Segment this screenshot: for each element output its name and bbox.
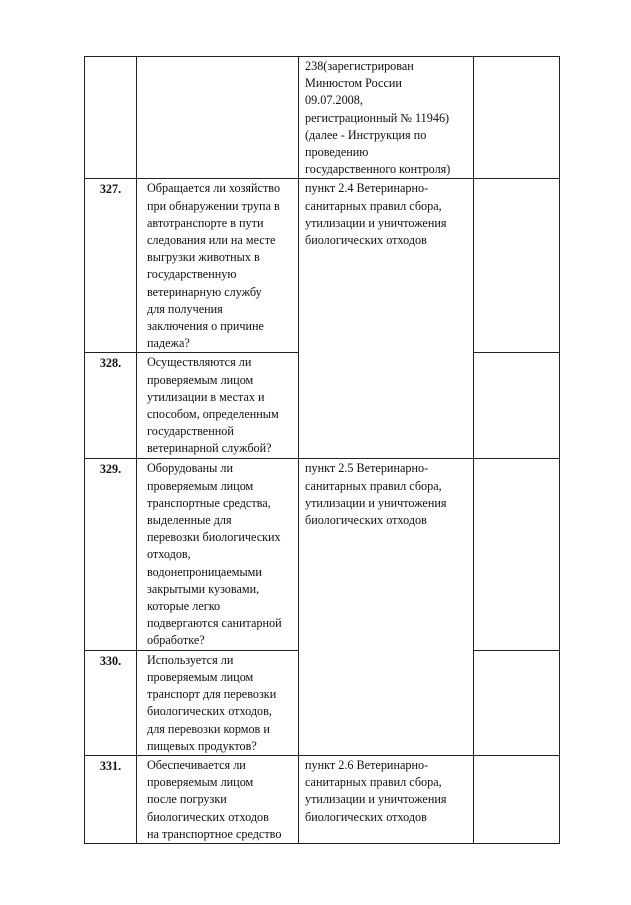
reference-text: 238(зарегистрирован Минюстом России 09.07.2008, регистрационный № 11946) (далее - Инструкция по проведению государственного контроля) (305, 59, 451, 177)
reference-cell (299, 755, 474, 843)
notes-cell (474, 353, 560, 459)
notes-cell (474, 459, 560, 650)
checklist-table (84, 56, 560, 844)
row-number: 328. (85, 353, 137, 459)
question-text: Осуществляются ли проверяемым лицом утилизации в местах и способом, определенным государственной ветеринарной службой? (147, 355, 279, 456)
question-text: Оборудованы ли проверяемым лицом транспортные средства, выделенные для перевозки биологических отходов, водонепроницаемыми закрытыми кузовами, которые легко подвергаются санитарной обработке? (147, 461, 282, 648)
question-cell (137, 179, 299, 353)
row-number: 329. (85, 459, 137, 650)
question-text: Используется ли проверяемым лицом транспорт для перевозки биологических отходов, для перевозки кормов и пищевых продуктов? (147, 652, 277, 753)
reference-cell (299, 179, 474, 459)
notes-cell (474, 179, 560, 353)
question-cell (137, 353, 299, 459)
table-row (85, 459, 560, 650)
notes-cell (474, 57, 560, 179)
question-cell (137, 650, 299, 755)
table-row (85, 179, 560, 353)
reference-text: пункт 2.4 Ветеринарно- санитарных правил сбора, утилизации и уничтожения биологических отходов (305, 181, 447, 248)
table-row (85, 57, 560, 179)
row-number: 327. (85, 179, 137, 353)
question-cell (137, 57, 299, 179)
row-number: 331. (85, 755, 137, 843)
question-cell (137, 755, 299, 843)
notes-cell (474, 650, 560, 755)
reference-cell (299, 459, 474, 755)
notes-cell (474, 755, 560, 843)
reference-text: пункт 2.6 Ветеринарно- санитарных правил сбора, утилизации и уничтожения биологических отходов (305, 757, 447, 824)
row-number: 330. (85, 650, 137, 755)
reference-text: пункт 2.5 Ветеринарно- санитарных правил сбора, утилизации и уничтожения биологических отходов (305, 461, 447, 528)
row-number (85, 57, 137, 179)
question-cell (137, 459, 299, 650)
question-text: Обращается ли хозяйство при обнаружении трупа в автотранспорте в пути следования или на месте выгрузки животных в государственную ветеринарную службу для получения заключения о причине падежа? (147, 181, 281, 351)
table-row (85, 755, 560, 843)
reference-cell (299, 57, 474, 179)
question-text: Обеспечивается ли проверяемым лицом после погрузки биологических отходов на транспортное средство (147, 757, 282, 841)
